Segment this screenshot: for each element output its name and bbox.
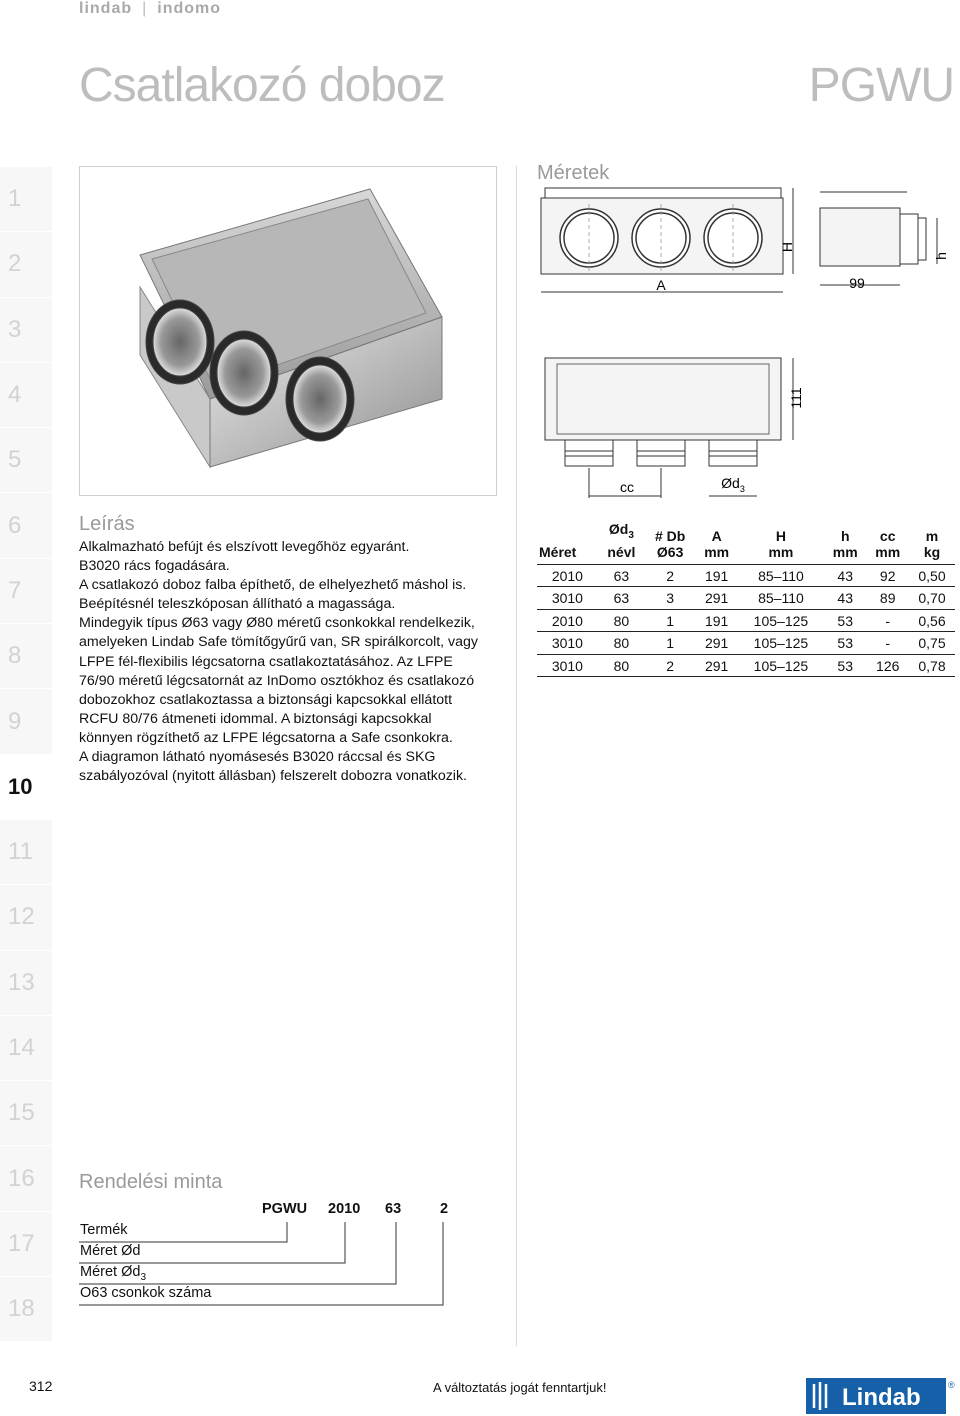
lindab-logo: [806, 1378, 956, 1414]
table-cell: 3010: [537, 587, 598, 610]
spec-header-cell: H mm: [768, 527, 794, 560]
order-heading: Rendelési minta: [79, 1171, 223, 1193]
dim-cc: cc: [620, 479, 634, 495]
chapter-tab-1: 1: [0, 166, 52, 231]
brand-indomo: indomo: [157, 0, 222, 17]
product-illustration: [80, 167, 496, 495]
chapter-tab-12: 12: [0, 884, 52, 949]
logo-text: Lindab: [842, 1384, 921, 1411]
table-cell: 80: [598, 654, 645, 677]
table-row: [537, 632, 955, 655]
chapter-tab-6: 6: [0, 492, 52, 557]
table-cell: 105–125: [738, 654, 824, 677]
table-cell: 85–110: [738, 564, 824, 587]
table-cell: 3010: [537, 632, 598, 655]
dimension-drawing: [537, 180, 957, 500]
chapter-tab-4: 4: [0, 362, 52, 427]
chapter-index: [0, 166, 52, 1341]
chapter-tab-15: 15: [0, 1080, 52, 1145]
table-cell: 43: [824, 564, 867, 587]
description-heading: Leírás: [79, 513, 135, 535]
table-cell: 1: [645, 632, 696, 655]
table-cell: -: [866, 632, 909, 655]
column-divider: [516, 166, 517, 1346]
table-cell: 126: [866, 654, 909, 677]
chapter-tab-10: 10: [0, 754, 52, 819]
order-code-od3: 63: [385, 1201, 402, 1217]
description-paragraph: Mindegyik típus Ø63 vagy Ø80 méretű csonkokkal rendelkezik, amelyeken Lindab Safe tömítőgyűrű van, SR spirálkorcolt, vagy LFPE fél-flexibilis légcsatorna csatlakoztatásához. Az LFPE 76/90 méretű légcsatornát az InDomo osztókhoz és csatlakozó dobozokhoz csatlakoztassa a biztonsági kapcsokkal ellátott RCFU 80/76 átmeneti idommal. A biztonsági kapcsokkal könnyen rögzíthető az LFPE légcsatorna a Safe csonkokra.: [79, 615, 479, 746]
spec-table: [537, 521, 955, 677]
dim-H: H: [779, 241, 795, 253]
table-cell: 85–110: [738, 587, 824, 610]
table-cell: 80: [598, 609, 645, 632]
table-row: [537, 564, 955, 587]
table-cell: 43: [824, 587, 867, 610]
table-row: [537, 587, 955, 610]
chapter-tab-13: 13: [0, 950, 52, 1015]
brand-separator: |: [142, 0, 148, 17]
table-cell: 105–125: [738, 632, 824, 655]
spec-header-cell: A mm: [704, 527, 730, 560]
chapter-tab-18: 18: [0, 1276, 52, 1341]
order-label-size: Méret Ød: [80, 1243, 141, 1259]
table-cell: 0,75: [909, 632, 955, 655]
table-row: [537, 609, 955, 632]
description-paragraph: A diagramon látható nyomásesés B3020 ráccsal és SKG szabályozóval (nyitott állásban) felszerelt dobozra vonatkozik.: [79, 749, 467, 785]
chapter-tab-5: 5: [0, 427, 52, 492]
spec-header-cell: Méret: [539, 543, 577, 560]
table-cell: 2: [645, 654, 696, 677]
page-number: 312: [29, 1378, 53, 1394]
dim-99: 99: [849, 275, 865, 291]
brand-lindab: lindab: [79, 0, 133, 17]
chapter-tab-11: 11: [0, 819, 52, 884]
dim-h: h: [933, 252, 949, 260]
order-label-product: Termék: [80, 1222, 128, 1238]
order-code-count: 2: [440, 1201, 449, 1217]
table-cell: 3: [645, 587, 696, 610]
chapter-tab-9: 9: [0, 688, 52, 753]
footer-note: A változtatás jogát fenntartjuk!: [433, 1380, 607, 1395]
spec-header-cell: cc mm: [875, 527, 901, 560]
table-cell: 92: [866, 564, 909, 587]
dim-od3: $Ød_3$: [721, 475, 745, 494]
brand-header: [79, 0, 221, 18]
description-paragraph: B3020 rács fogadására.: [79, 558, 230, 575]
page-title: Csatlakozó doboz: [79, 59, 445, 112]
table-cell: 53: [824, 609, 867, 632]
dim-A: A: [656, 277, 666, 293]
chapter-tab-2: 2: [0, 231, 52, 296]
spec-header-cell: h mm: [832, 527, 858, 560]
order-label-od3: Méret $Ød_3$: [80, 1264, 146, 1283]
spec-header-cell: m kg: [923, 527, 941, 560]
chapter-tab-3: 3: [0, 297, 52, 362]
table-cell: 80: [598, 632, 645, 655]
product-code: PGWU: [808, 59, 954, 112]
chapter-tab-8: 8: [0, 623, 52, 688]
order-code-size: 2010: [328, 1201, 361, 1217]
table-cell: 63: [598, 564, 645, 587]
spec-header-row: [537, 521, 955, 564]
table-cell: 2010: [537, 609, 598, 632]
chapter-tab-7: 7: [0, 558, 52, 623]
table-cell: 1: [645, 609, 696, 632]
chapter-tab-14: 14: [0, 1015, 52, 1080]
order-code-product: PGWU: [262, 1201, 308, 1217]
table-cell: 191: [695, 609, 738, 632]
table-cell: 105–125: [738, 609, 824, 632]
description-text: [79, 538, 489, 786]
dim-111: 111: [788, 387, 804, 409]
table-row: [537, 654, 955, 677]
table-cell: 53: [824, 632, 867, 655]
table-cell: 2010: [537, 564, 598, 587]
table-cell: 291: [695, 587, 738, 610]
table-cell: 53: [824, 654, 867, 677]
description-paragraph: Alkalmazható befújt és elszívott levegőhöz egyaránt.: [79, 539, 410, 555]
logo-registered: ®: [948, 1380, 955, 1390]
table-cell: 0,78: [909, 654, 955, 677]
spec-header-cell: $Ød_3$ névl: [607, 521, 636, 560]
table-cell: 291: [695, 654, 738, 677]
table-cell: 0,50: [909, 564, 955, 587]
table-cell: 0,56: [909, 609, 955, 632]
table-cell: 63: [598, 587, 645, 610]
product-photo: [79, 166, 497, 496]
chapter-tab-17: 17: [0, 1211, 52, 1276]
description-paragraph: A csatlakozó doboz falba építhető, de elhelyezhető máshol is. Beépítésnél teleszkóposan állítható a magassága.: [79, 577, 467, 613]
dimensions-heading: Méretek: [537, 162, 610, 184]
table-cell: 0,70: [909, 587, 955, 610]
table-cell: 3010: [537, 654, 598, 677]
table-cell: 2: [645, 564, 696, 587]
chapter-tab-16: 16: [0, 1145, 52, 1210]
table-cell: -: [866, 609, 909, 632]
table-cell: 89: [866, 587, 909, 610]
table-cell: 191: [695, 564, 738, 587]
order-label-count: O63 csonkok száma: [80, 1285, 212, 1301]
spec-header-cell: # Db Ø63: [654, 527, 686, 560]
table-cell: 291: [695, 632, 738, 655]
